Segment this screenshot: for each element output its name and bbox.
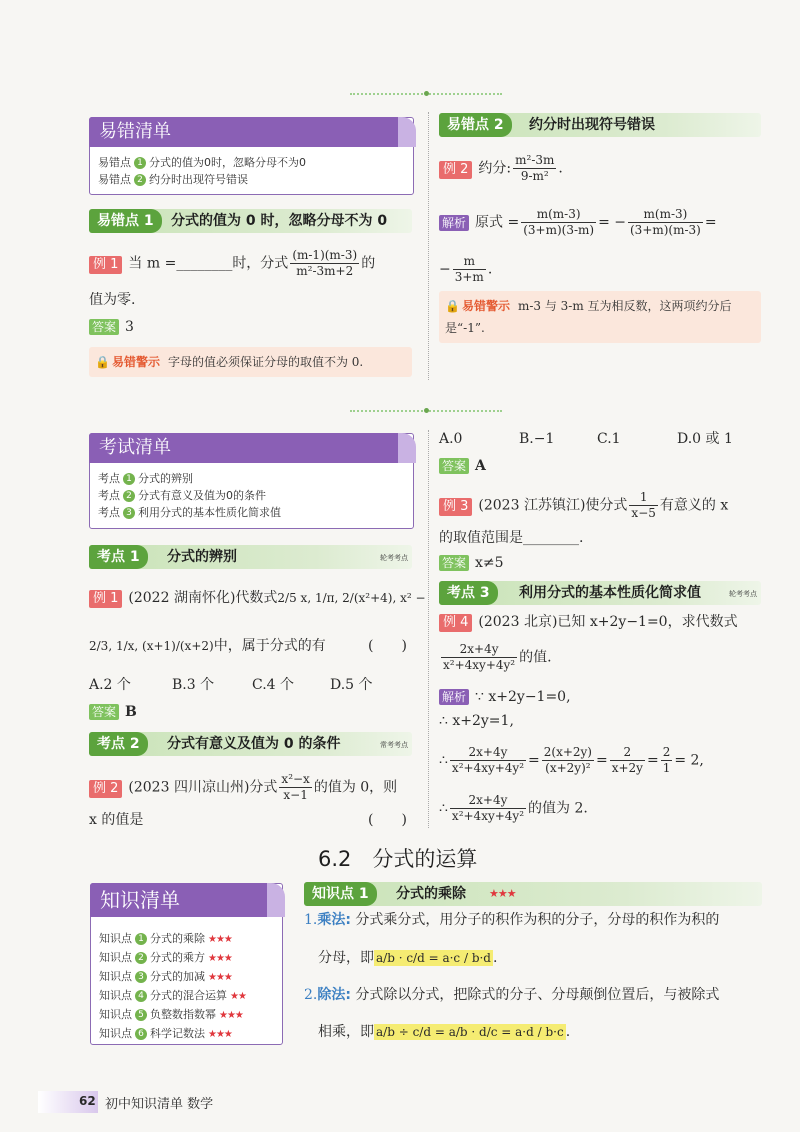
example-2: 例 2 约分: $\frac{\text{m²-3m}}{\text{9-m²}}$ . [439,153,563,184]
list-item: 知识点 5 负整数指数幂 ★★★ [99,1008,243,1021]
solution-4-line1: 解析 ∵ x+2y−1=0, [439,687,571,707]
solution-2: 解析 原式 = $\frac{m(m-3)}{(3+m)(3-m)}$ = − $\frac{m(m-3)}{(3+m)(m-3)}$ = [439,207,717,238]
division-rule-line2: 相乘，即 a/b ÷ c/d = a/b · d/c = a·d / b·c . [318,1024,571,1040]
solution-4-line2: ∴ x+2y=1, [439,713,514,729]
solution-4-line3: ∴ $\frac{2x+4y}{\text{x²+4xy+4y²}}$ = $\frac{2(x+2y)}{\text{(x+2y)²}}$ = $\frac{2}{x+2y}$ = $\frac{2}{1}$ = 2, [439,745,704,775]
list-item: 知识点 6 科学记数法 ★★★ [99,1027,232,1040]
list-item: 知识点 1 分式的乘除 ★★★ [99,932,232,945]
division-rule: 2.除法: 分式除以分式，把除式的分子、分母颠倒位置后，与被除式 [304,987,720,1003]
exam-example-1: 例 1 (2022 湖南怀化)代数式2/5 x, 1/π, 2/(x²+4), x² − [89,588,426,608]
warning-icon: 🔒 [445,299,460,313]
exam-answer-2: 答案 A [439,456,486,476]
exam-list-items [98,470,281,521]
list-item: 考点 3 利用分式的基本性质化简求值 [98,506,281,519]
answer-1: 答案 3 [89,317,134,337]
exam-point-1-header: 考点 1 分式的辨别 轮考考点 [89,545,412,569]
exam-example-4-line2: $\frac{2x+4y}{\text{x²+4xy+4y²}}$ 的值. [443,642,552,672]
list-item: 考点 1 分式的辨别 [98,472,193,485]
list-item: 知识点 4 分式的混合运算 ★★ [99,989,246,1002]
mistake-list-items [98,154,306,188]
answer-paren: ( ) [368,638,407,654]
example-1: 例 1 当 m =________时，分式 $\frac{(m-1)(m-3)}{\text{m²-3m+2}}$ 的 [89,248,375,279]
exam-example-1-line2: 2/3, 1/x, (x+1)/(x+2)中，属于分式的有 [89,638,326,654]
exam-example-2-line2: x 的值是 [89,812,144,828]
list-item: 考点 2 分式有意义及值为0的条件 [98,489,266,502]
knowledge-list-title: 知识清单 [90,883,283,917]
multiplication-rule: 1.乘法: 分式乘分式，用分子的积作为积的分子，分母的积作为积的 [304,912,720,928]
answer-paren: ( ) [368,812,407,828]
exam-list-box [89,433,414,529]
section-title: 6.2 分式的运算 [318,847,478,871]
separator-dot [424,408,429,413]
exam-answer-3: 答案 x≠5 [439,553,504,573]
mistake-point-2-header: 易错点 2 约分时出现符号错误 [439,113,761,137]
exam-point-2-header: 考点 2 分式有意义及值为 0 的条件 常考考点 [89,732,412,756]
solution-2-line2: − $\frac{m}{3+m}$ . [439,254,493,284]
separator-dot [424,91,429,96]
exam-example-3-line2: 的取值范围是________. [439,530,584,546]
page-number: 62 [79,1094,96,1108]
exam-example-3: 例 3 (2023 江苏镇江)使分式 $\frac{1}{x-5}$ 有意义的 x [439,490,728,521]
exam-example-2: 例 2 (2023 四川凉山州)分式 $\frac{\text{x²−x}}{x-1}$ 的值为 0，则 [89,772,397,803]
knowledge-point-1-header: 知识点 1 分式的乘除 ★★★ [304,882,762,906]
exam-answer-1: 答案 B [89,702,137,722]
warning-1: 🔒 易错警示 字母的值必须保证分母的取值不为 0. [89,347,412,377]
warning-2-line2: 是“-1”. [445,321,485,335]
exam-point-3-header: 考点 3 利用分式的基本性质化简求值 轮考考点 [439,581,761,605]
column-divider [428,112,429,380]
list-item: 知识点 2 分式的乘方 ★★★ [99,951,232,964]
mistake-list-box [89,117,414,195]
column-divider [428,430,429,828]
warning-icon: 🔒 [95,355,110,369]
knowledge-list-items [99,930,246,1044]
mistake-point-1-header: 易错点 1 分式的值为 0 时，忽略分母不为 0 [89,209,412,233]
exam-list-title: 考试清单 [89,433,414,463]
multiplication-rule-line2: 分母，即 a/b · c/d = a·c / b·d . [318,950,498,966]
exam-example-4: 例 4 (2023 北京)已知 x+2y−1=0，求代数式 [439,612,738,632]
list-item: 易错点 2 约分时出现符号错误 [98,173,248,186]
warning-2: 🔒 易错警示 m-3 与 3-m 互为相反数，这两项约分后 是“-1”. [439,291,761,343]
footer-title: 初中知识清单 数学 [105,1097,214,1112]
solution-4-line4: ∴ $\frac{2x+4y}{\text{x²+4xy+4y²}}$ 的值为 2. [439,793,588,823]
list-item: 知识点 3 分式的加减 ★★★ [99,970,232,983]
list-item: 易错点 1 分式的值为0时，忽略分母不为0 [98,156,306,169]
example-1-line2: 值为零. [89,292,136,308]
knowledge-list-box [90,883,283,1045]
mistake-list-title: 易错清单 [89,117,414,147]
